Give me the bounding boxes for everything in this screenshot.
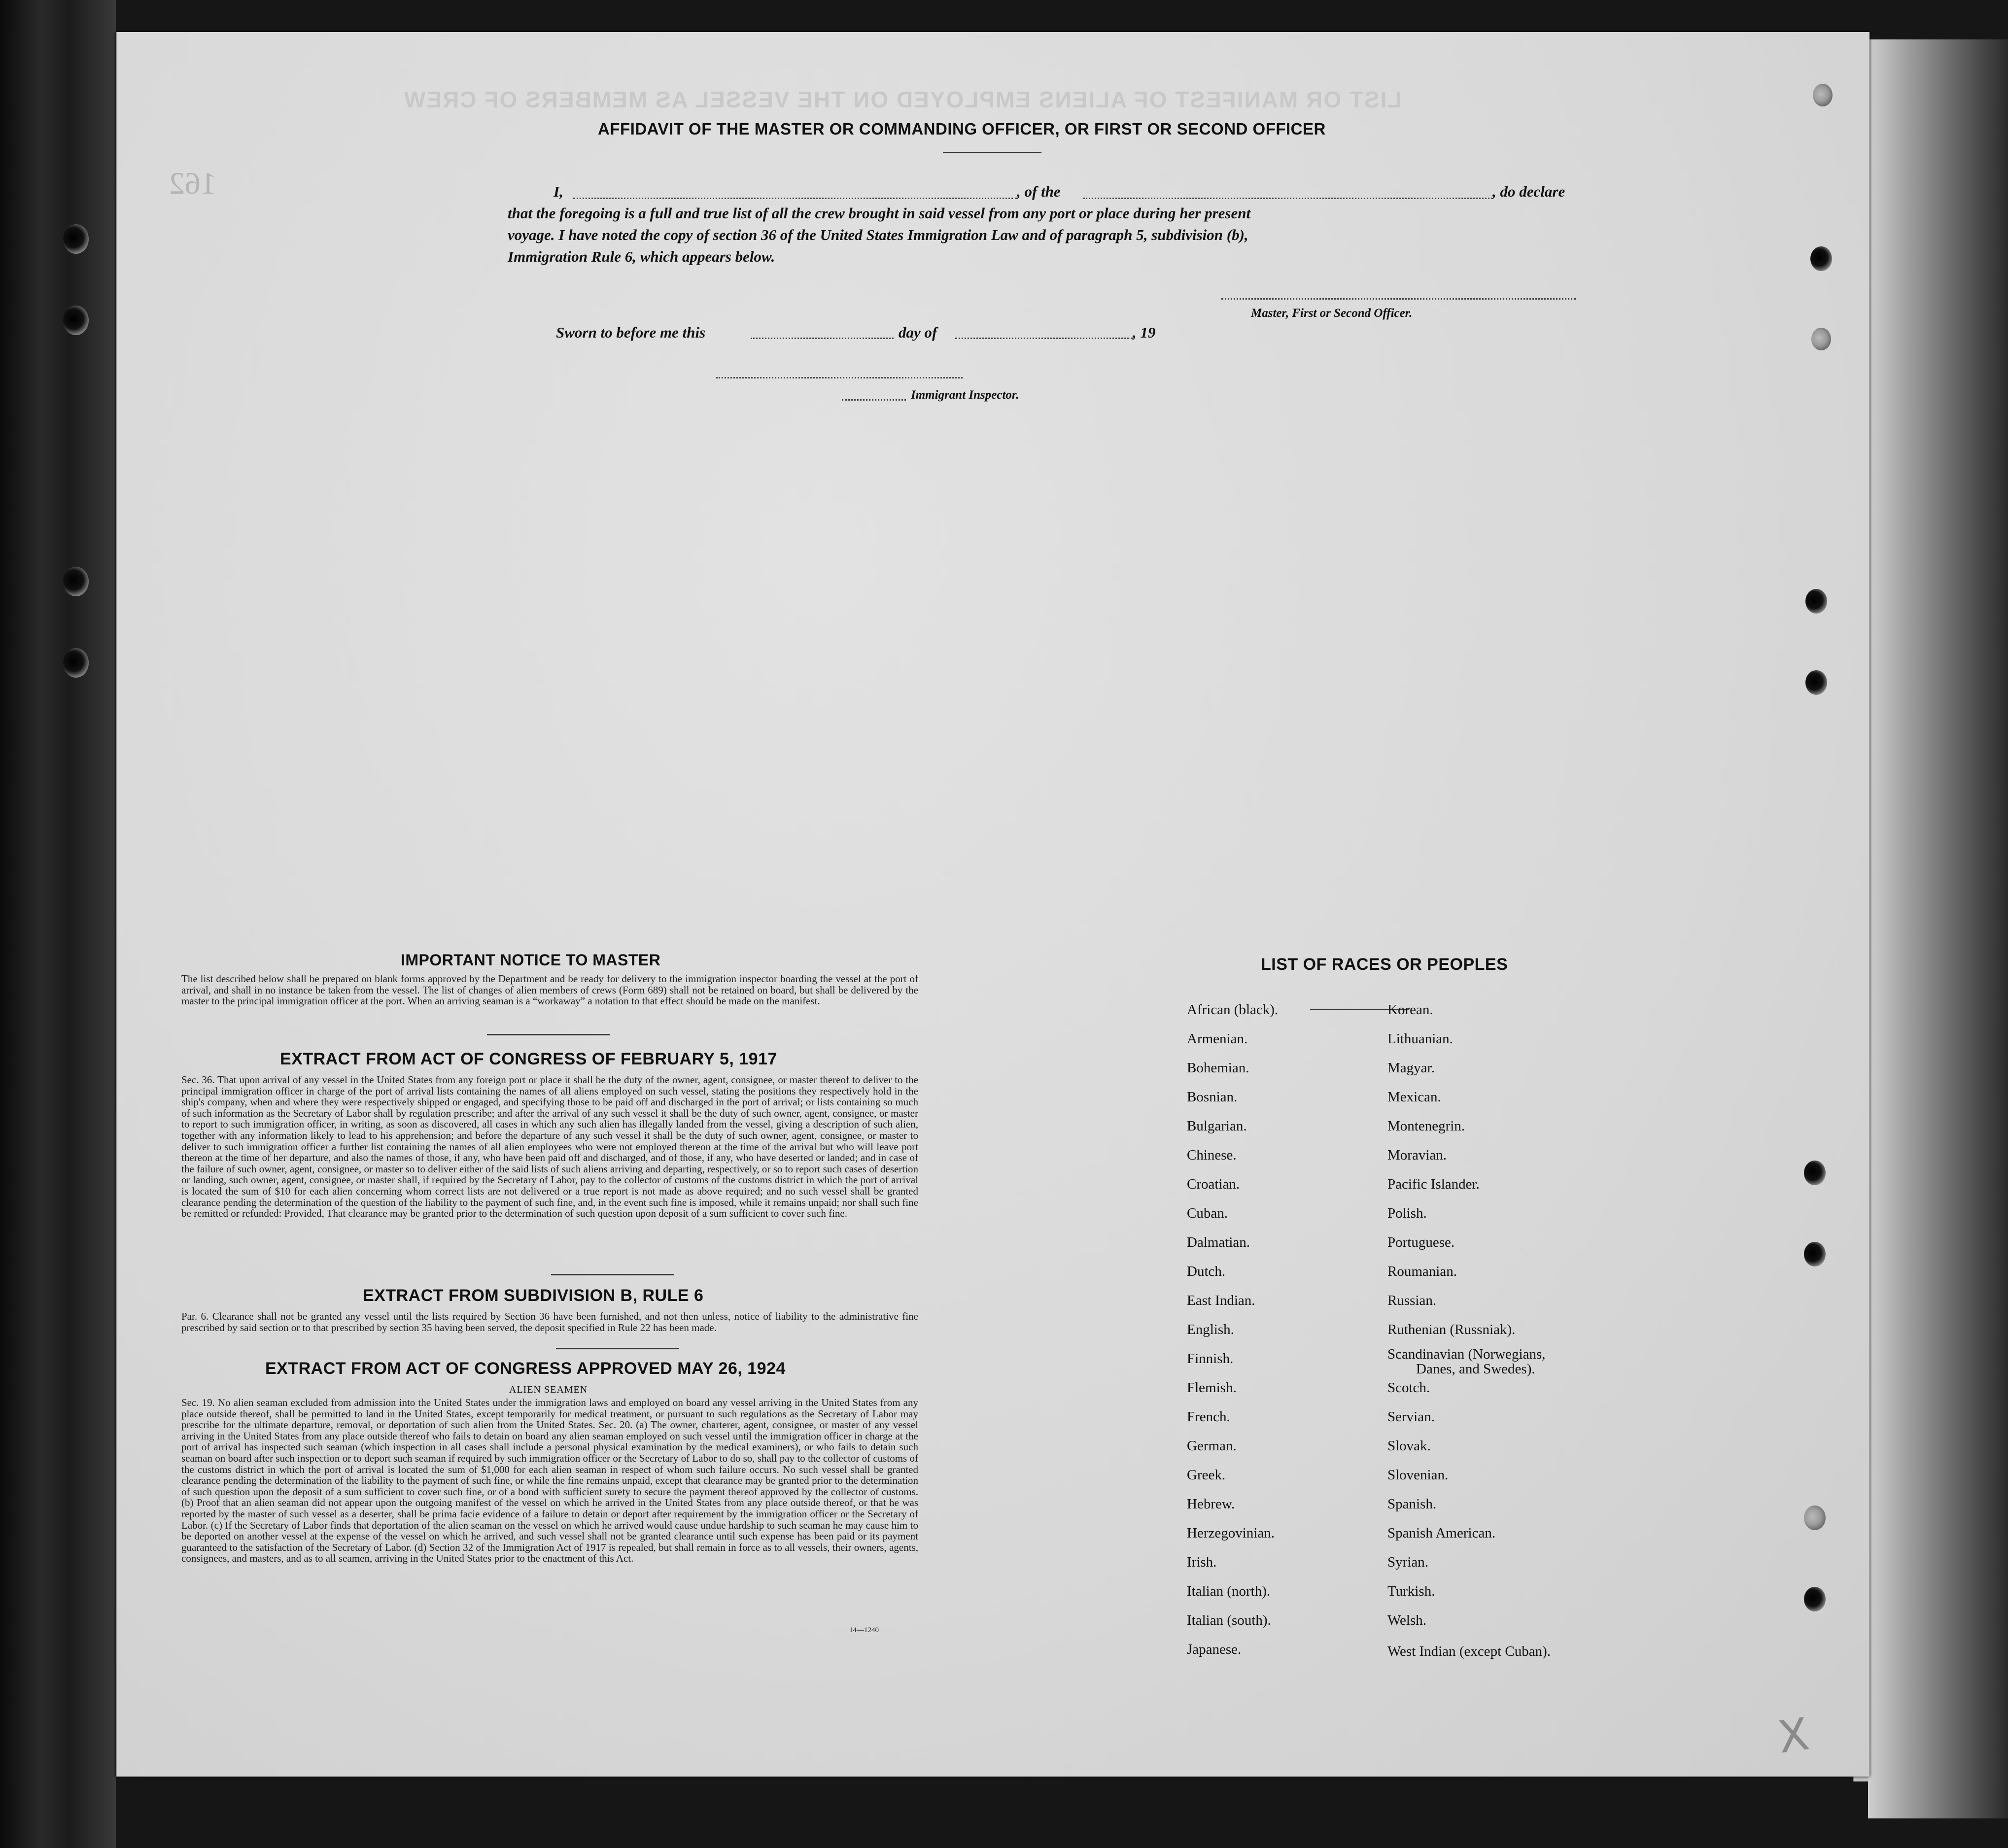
race-left-item: Italian (north). <box>1187 1583 1271 1599</box>
race-right-item: Scotch. <box>1387 1380 1430 1396</box>
race-right-item: Syrian. <box>1387 1554 1428 1570</box>
race-right-item: Scandinavian (Norwegians, <box>1387 1346 1546 1362</box>
race-right-item: Danes, and Swedes). <box>1416 1361 1535 1377</box>
sworn-prefix: Sworn to before me this <box>556 324 706 341</box>
race-right-item: Korean. <box>1387 1002 1433 1018</box>
binder-hole <box>63 648 89 678</box>
sworn-year: , 19 <box>1133 324 1156 341</box>
affidavit-i: I, <box>554 183 563 200</box>
binder-hole <box>63 306 89 335</box>
race-left-item: Bosnian. <box>1187 1089 1238 1105</box>
race-right-item: Magyar. <box>1387 1060 1435 1076</box>
affidavit-line-2: that the foregoing is a full and true list of all the crew brought in said vessel from any port or place during her present <box>508 205 1251 222</box>
race-left-item: Finnish. <box>1187 1351 1234 1367</box>
binder-hole <box>63 567 89 596</box>
binder-right-edge <box>1868 39 2008 1818</box>
race-right-item: Portuguese. <box>1387 1234 1455 1250</box>
race-right-item: Polish. <box>1387 1205 1427 1221</box>
vessel-field[interactable] <box>1083 198 1492 199</box>
binder-hole <box>1813 84 1833 106</box>
alien-seamen-subtitle: ALIEN SEAMEN <box>509 1384 588 1395</box>
inspector-label: Immigrant Inspector. <box>911 388 1019 402</box>
binder-hole <box>1804 1242 1826 1266</box>
sworn-month-field[interactable] <box>955 338 1133 339</box>
extract-1924-title: EXTRACT FROM ACT OF CONGRESS APPROVED MAY 26, 1924 <box>265 1359 786 1378</box>
race-left-item: French. <box>1187 1409 1230 1425</box>
binder-hole <box>63 224 89 254</box>
page-number-mark: 162 <box>169 166 216 201</box>
subdivision-title: EXTRACT FROM SUBDIVISION B, RULE 6 <box>363 1286 704 1305</box>
race-right-item: Lithuanian. <box>1387 1031 1453 1047</box>
master-signature-label: Master, First or Second Officer. <box>1251 307 1413 320</box>
binder-hole <box>1804 1587 1826 1611</box>
extract-1917-title: EXTRACT FROM ACT OF CONGRESS OF FEBRUARY 5, 1917 <box>280 1050 777 1068</box>
notice-text: The list described below shall be prepared on blank forms approved by the Department and be ready for delivery to the immigration inspector boarding the vessel at the port of arrival, and shall in no instance be taken from the vessel. The list of changes of alien members of crews (Form 689) shall not be retained on board, but shall be delivered by the master to the principal immigration officer at the port. When an arriving seaman is a “workaway” a notation to that effect should be made on the manifest. <box>181 973 918 1007</box>
binder-left-edge <box>0 0 116 1848</box>
race-left-item: Italian (south). <box>1187 1612 1271 1628</box>
form-number: 14—1240 <box>849 1626 879 1634</box>
race-left-item: Irish. <box>1187 1554 1217 1570</box>
race-right-item: Welsh. <box>1387 1612 1427 1628</box>
race-right-item: Mexican. <box>1387 1089 1441 1105</box>
extract-1917-divider <box>551 1274 674 1275</box>
affidavit-title: AFFIDAVIT OF THE MASTER OR COMMANDING OFFICER, OR FIRST OR SECOND OFFICER <box>598 120 1326 138</box>
race-right-item: Montenegrin. <box>1387 1118 1465 1134</box>
binder-hole <box>1810 246 1832 271</box>
race-left-item: Chinese. <box>1187 1147 1237 1163</box>
subdivision-divider <box>556 1348 679 1349</box>
race-right-item: Spanish. <box>1387 1496 1437 1512</box>
race-left-item: Flemish. <box>1187 1380 1237 1396</box>
race-left-item: Greek. <box>1187 1467 1226 1483</box>
inspector-signature-lead <box>842 399 906 401</box>
race-right-item: Servian. <box>1387 1409 1435 1425</box>
race-right-item: Moravian. <box>1387 1147 1447 1163</box>
race-right-item: Slovenian. <box>1387 1467 1449 1483</box>
inspector-signature-field[interactable] <box>716 377 963 378</box>
notice-divider <box>487 1034 610 1035</box>
affidavit-line-3: voyage. I have noted the copy of section 36 of the United States Immigration Law and of paragraph 5, subdivision (b), <box>508 226 1248 243</box>
subdivision-text: Par. 6. Clearance shall not be granted any vessel until the lists required by Section 36 have been furnished, and not then unless, notice of liability to the administrative fine prescribed by said section or to that prescribed by section 35 having been served, the deposit specified in Rule 22 has been made. <box>181 1310 918 1334</box>
affidavit-title-rule <box>943 152 1041 153</box>
race-left-item: Hebrew. <box>1187 1496 1235 1512</box>
notice-title: IMPORTANT NOTICE TO MASTER <box>401 951 661 969</box>
race-left-item: Armenian. <box>1187 1031 1248 1047</box>
race-left-item: Herzegovinian. <box>1187 1525 1275 1541</box>
sworn-day-field[interactable] <box>751 338 894 339</box>
race-left-item: African (black). <box>1187 1002 1279 1018</box>
race-left-item: Bohemian. <box>1187 1060 1249 1076</box>
binder-hole <box>1805 670 1827 695</box>
bleed-through-heading: LIST OR MANIFEST OF ALIENS EMPLOYED ON THE VESSEL AS MEMBERS OF CREW <box>403 87 1402 112</box>
race-right-item: Slovak. <box>1387 1438 1431 1454</box>
affidavit-of-the: , of the <box>1017 183 1061 200</box>
race-left-item: Bulgarian. <box>1187 1118 1247 1134</box>
binder-hole <box>1804 1161 1826 1185</box>
races-title: LIST OF RACES OR PEOPLES <box>1261 955 1508 974</box>
race-left-item: East Indian. <box>1187 1293 1255 1308</box>
race-right-item: Spanish American. <box>1387 1525 1496 1541</box>
sworn-day-of: day of <box>899 324 937 341</box>
race-right-item: Russian. <box>1387 1293 1437 1308</box>
race-left-item: Japanese. <box>1187 1642 1242 1657</box>
master-signature-field[interactable] <box>1221 298 1576 300</box>
race-left-item: Cuban. <box>1187 1205 1228 1221</box>
extract-1924-text: Sec. 19. No alien seaman excluded from admission into the United States under the immigration laws and employed on board any vessel arriving in the United States from any place outside thereof, shall be permitted to land in the United States, except temporarily for medical treatment, or pursuant to such regulations as the Secretary of Labor may prescribe for the ultimate departure, removal, or deportation of such alien from the United States. Sec. 20. (a) The owner, charterer, agent, consignee, or master of any vessel arriving in the United States from any place outside thereof who fails to detain on board any alien seaman employed on such vessel until the immigration officer in charge at the port of arrival has inspected such seaman (which inspection in all cases shall include a personal physical examination by the medical examiners), or who fails to detain such seaman on board after such inspection or to deport such seaman if required by such immigration officer or the Secretary of Labor to do so, shall pay to the collector of customs of the customs district in which the port of arrival is located the sum of $1,000 for each alien seaman in respect of whom such failure occurs. No such vessel shall be granted clearance pending the determination of the liability to the payment of such fine, or while the fine remains unpaid, except that clearance may be granted prior to the determination of such question upon the deposit of a sum sufficient to cover such fine, or of a bond with sufficient surety to secure the payment thereof approved by the collector of customs. (b) Proof that an alien seaman did not appear upon the outgoing manifest of the vessel on which he arrived in the United States from any place outside thereof, or that he was reported by the master of such vessel as a deserter, shall be prima facie evidence of a failure to detain or deport after requirement by the immigration officer or the Secretary of Labor. (c) If the Secretary of Labor finds that deportation of the alien seaman on the vessel on which he arrived would cause undue hardship to such seaman he may cause him to be deported on another vessel at the expense of the vessel on which he arrived, and such vessel shall not be granted clearance until such expense has been paid or its payment guaranteed to the satisfaction of the Secretary of Labor. (d) Section 32 of the Immigration Act of 1917 is repealed, but shall remain in force as to all vessels, their owners, agents, consignees, and masters, and as to all seamen, arriving in the United States prior to the enactment of this Act. <box>181 1397 918 1565</box>
extract-1917-text: Sec. 36. That upon arrival of any vessel in the United States from any foreign port or place it shall be the duty of the owner, agent, consignee, or master thereof to deliver to the principal immigration officer in charge of the port of arrival lists containing the names of all aliens employed on such vessel, stating the positions they respectively hold in the ship's company, when and where they were respectively shipped or engaged, and specifying those to be paid off and discharged in the port of arrival; or lists containing so much of such information as the Secretary of Labor shall by regulation prescribe; and after the arrival of any such vessel it shall be the duty of such owner, agent, consignee, or master to report to such immigration officer, in writing, as soon as discovered, all cases in which any such alien has illegally landed from the vessel, giving a description of such alien, together with any information likely to lead to his apprehension; and before the departure of any such vessel it shall be the duty of such owner, agent, consignee, or master to deliver to such immigration officer a further list containing the names of all alien employees who were not employed thereon at the time of the arrival but who will leave port thereon at the time of her departure, and also the names of those, if any, who have been paid off and discharged, and of those, if any, who have deserted or landed; and in case of the failure of such owner, agent, consignee, or master so to deliver either of the said lists of such aliens arriving and departing, respectively, or so to report such cases of desertion or landing, such owner, agent, consignee, or master shall, if required by the Secretary of Labor, pay to the collector of customs of the customs district in which the port of arrival is located the sum of $10 for each alien concerning whom correct lists are not delivered or a true report is not made as above required; and no such vessel shall be granted clearance pending the determination of the question of the liability to the payment of such fine, and, in the event such fine is imposed, while it remains unpaid; nor shall such fine be remitted or refunded: Provided, That clearance may be granted prior to the determination of such question upon deposit of a sum sufficient to cover such fine. <box>181 1074 918 1220</box>
race-right-item: Ruthenian (Russniak). <box>1387 1322 1516 1337</box>
binder-hole <box>1804 1506 1826 1530</box>
binder-hole <box>1805 589 1827 614</box>
race-right-item: Turkish. <box>1387 1583 1435 1599</box>
race-right-item: Pacific Islander. <box>1387 1176 1480 1192</box>
document-page <box>116 32 1870 1777</box>
race-right-item: West Indian (except Cuban). <box>1387 1643 1551 1659</box>
name-field[interactable] <box>573 198 1017 199</box>
affidavit-line-4: Immigration Rule 6, which appears below. <box>508 248 775 265</box>
binder-hole <box>1811 328 1831 350</box>
race-left-item: Dalmatian. <box>1187 1234 1250 1250</box>
race-left-item: Dutch. <box>1187 1264 1226 1279</box>
race-left-item: English. <box>1187 1322 1234 1337</box>
corner-x-mark: X <box>1774 1708 1812 1764</box>
affidavit-declare: , do declare <box>1492 183 1565 200</box>
race-right-item: Roumanian. <box>1387 1264 1457 1279</box>
race-left-item: Croatian. <box>1187 1176 1240 1192</box>
race-left-item: German. <box>1187 1438 1237 1454</box>
